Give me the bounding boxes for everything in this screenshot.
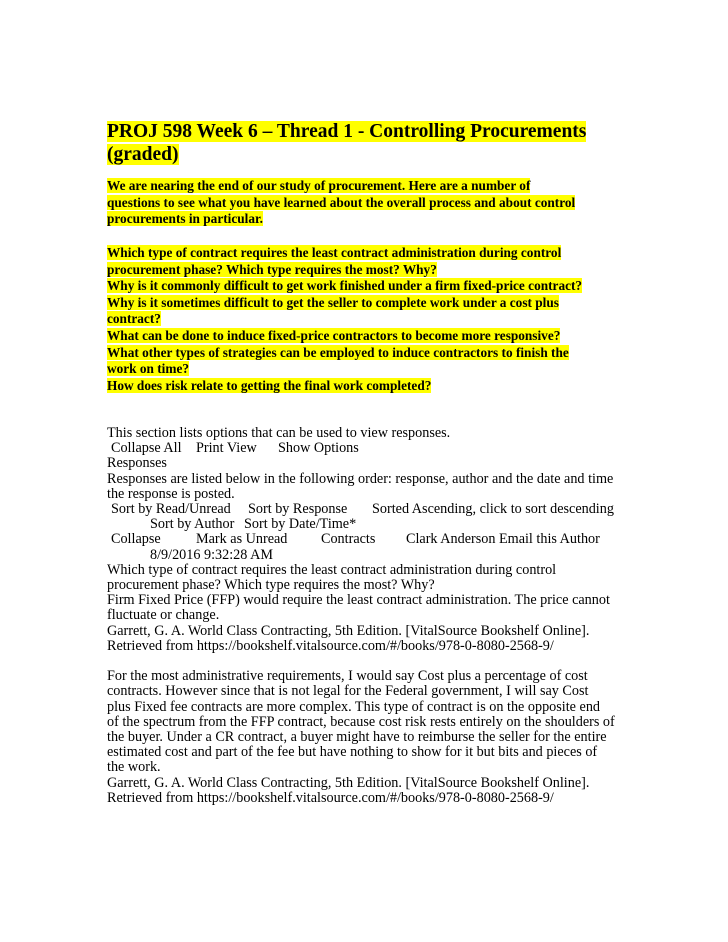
print-view-link[interactable]: Print View xyxy=(196,440,257,457)
post-line: plus Fixed fee contracts are more complex. This type of contract is on the opposite end xyxy=(107,698,601,715)
post-line: the buyer. Under a CR contract, a buyer might have to reimburse the seller for the entire xyxy=(107,728,607,745)
question-line: Why is it commonly difficult to get work finished under a firm fixed-price contract? xyxy=(107,278,583,294)
post-line: Retrieved from https://bookshelf.vitalsource.com/#/books/978-0-8080-2568-9/ xyxy=(107,637,554,654)
question-line: What can be done to induce fixed-price contractors to become more responsive? xyxy=(107,327,561,343)
post-line: contracts. However since that is not legal for the Federal government, I will say Cost xyxy=(107,683,589,700)
page-title xyxy=(107,120,627,166)
intro-line: We are nearing the end of our study of procurement. Here are a number of xyxy=(107,178,531,193)
responses-heading: Responses xyxy=(107,455,167,472)
sort-read-unread-link[interactable]: Sort by Read/Unread xyxy=(111,501,231,517)
collapse-post-link[interactable]: Collapse xyxy=(111,531,161,548)
intro-line: questions to see what you have learned about the overall process and about control xyxy=(107,194,576,210)
post-line: For the most administrative requirements, I would say Cost plus a percentage of cost xyxy=(107,668,588,685)
question-line: Which type of contract requires the least contract administration during control xyxy=(107,245,562,260)
question-line: procurement phase? Which type requires the most? Why? xyxy=(107,261,437,277)
post-line: Firm Fixed Price (FFP) would require the least contract administration. The price cannot xyxy=(107,592,610,609)
order-note: Responses are listed below in the following order: response, author and the date and time xyxy=(107,470,614,487)
post-line: Garrett, G. A. World Class Contracting, 5th Edition. [VitalSource Bookshelf Online]. xyxy=(107,622,590,639)
sort-bar xyxy=(107,502,637,517)
sort-author-link[interactable]: Sort by Author xyxy=(150,516,235,533)
mark-unread-link[interactable]: Mark as Unread xyxy=(196,531,288,548)
post-subject-link[interactable]: Contracts xyxy=(321,531,376,548)
post-line: of the spectrum from the FFP contract, because cost risk rests entirely on the shoulders of xyxy=(107,713,615,730)
show-options-link[interactable]: Show Options xyxy=(278,440,359,457)
post-line: Which type of contract requires the least contract administration during control xyxy=(107,561,557,578)
responses-section xyxy=(107,426,637,806)
questions-list xyxy=(107,245,637,394)
post-line: the work. xyxy=(107,759,161,776)
post-line: estimated cost and part of the fee but have nothing to show for it but bits and pieces of xyxy=(107,744,598,761)
post-line: fluctuate or change. xyxy=(107,607,220,624)
sort-response-link[interactable]: Sort by Response xyxy=(248,501,348,517)
collapse-all-link[interactable]: Collapse All xyxy=(111,440,182,457)
section-note: This section lists options that can be used to view responses. xyxy=(107,425,451,441)
post-line: Retrieved from https://bookshelf.vitalsource.com/#/books/978-0-8080-2568-9/ xyxy=(107,789,554,806)
sort-date-link[interactable]: Sort by Date/Time* xyxy=(244,516,357,533)
post-line: Garrett, G. A. World Class Contracting, 5th Edition. [VitalSource Bookshelf Online]. xyxy=(107,774,590,791)
intro-paragraph xyxy=(107,178,637,228)
order-note: the response is posted. xyxy=(107,485,235,502)
post-date-row xyxy=(107,548,637,563)
question-line: How does risk relate to getting the final work completed? xyxy=(107,377,432,393)
post-header xyxy=(107,532,637,547)
intro-line: procurements in particular. xyxy=(107,211,263,227)
question-line: What other types of strategies can be employed to induce contractors to finish the xyxy=(107,344,569,360)
post-line xyxy=(107,654,637,669)
view-options-bar xyxy=(107,441,637,456)
post-date: 8/9/2016 9:32:28 AM xyxy=(150,546,273,563)
title-text: PROJ 598 Week 6 – Thread 1 - Controlling Procurements (graded) xyxy=(107,121,587,165)
sort-bar-2 xyxy=(107,517,637,532)
question-line: contract? xyxy=(107,311,161,327)
question-line: Why is it sometimes difficult to get the seller to complete work under a cost plus xyxy=(107,294,559,310)
author-email-link[interactable]: Clark Anderson Email this Author xyxy=(406,531,600,548)
post-line: procurement phase? Which type requires the most? Why? xyxy=(107,576,435,593)
sort-status-link[interactable]: Sorted Ascending, click to sort descending xyxy=(372,501,614,517)
question-line: work on time? xyxy=(107,361,189,377)
